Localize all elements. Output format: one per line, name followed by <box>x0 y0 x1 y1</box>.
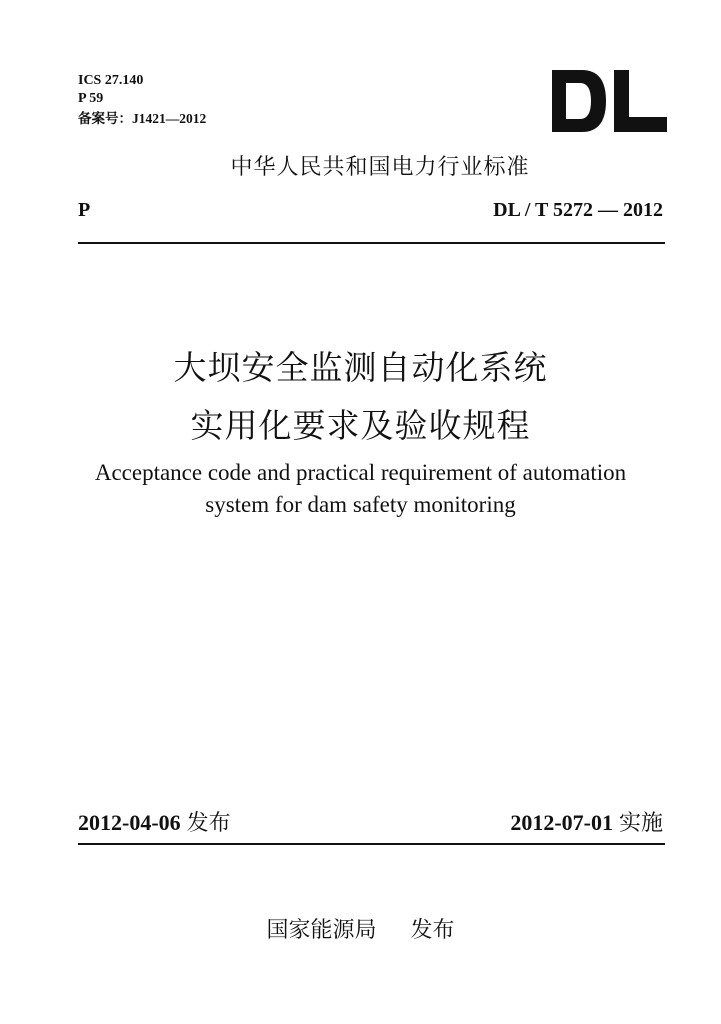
ics-code: ICS 27.140 <box>78 73 144 88</box>
issue-date: 2012-04-06 <box>78 810 181 835</box>
implementation-date: 2012-07-01 <box>510 810 613 835</box>
classification-letter: P <box>78 199 91 221</box>
publisher-name: 国家能源局 <box>266 918 377 943</box>
english-title-line-2: system for dam safety monitoring <box>205 492 516 517</box>
implementation-label: 实施 <box>618 811 663 836</box>
issue-date-block <box>78 806 231 837</box>
chinese-title-line-1: 大坝安全监测自动化系统 <box>173 348 548 387</box>
english-title-line-1: Acceptance code and practical requirement of automation <box>94 460 627 485</box>
industry-standard-title: 中华人民共和国电力行业标准 <box>230 155 530 180</box>
dl-logo <box>552 70 667 132</box>
publisher-line <box>0 913 721 944</box>
top-divider <box>78 242 665 244</box>
record-number: 备案号：J1421—2012 <box>78 111 207 126</box>
implementation-date-block <box>510 806 663 837</box>
standard-number: DL / T 5272 — 2012 <box>493 199 663 221</box>
bottom-divider <box>78 843 665 845</box>
publisher-label: 发布 <box>410 918 455 943</box>
issue-label: 发布 <box>186 811 231 836</box>
chinese-title-line-2: 实用化要求及验收规程 <box>190 406 531 445</box>
p-code: P 59 <box>78 91 104 106</box>
